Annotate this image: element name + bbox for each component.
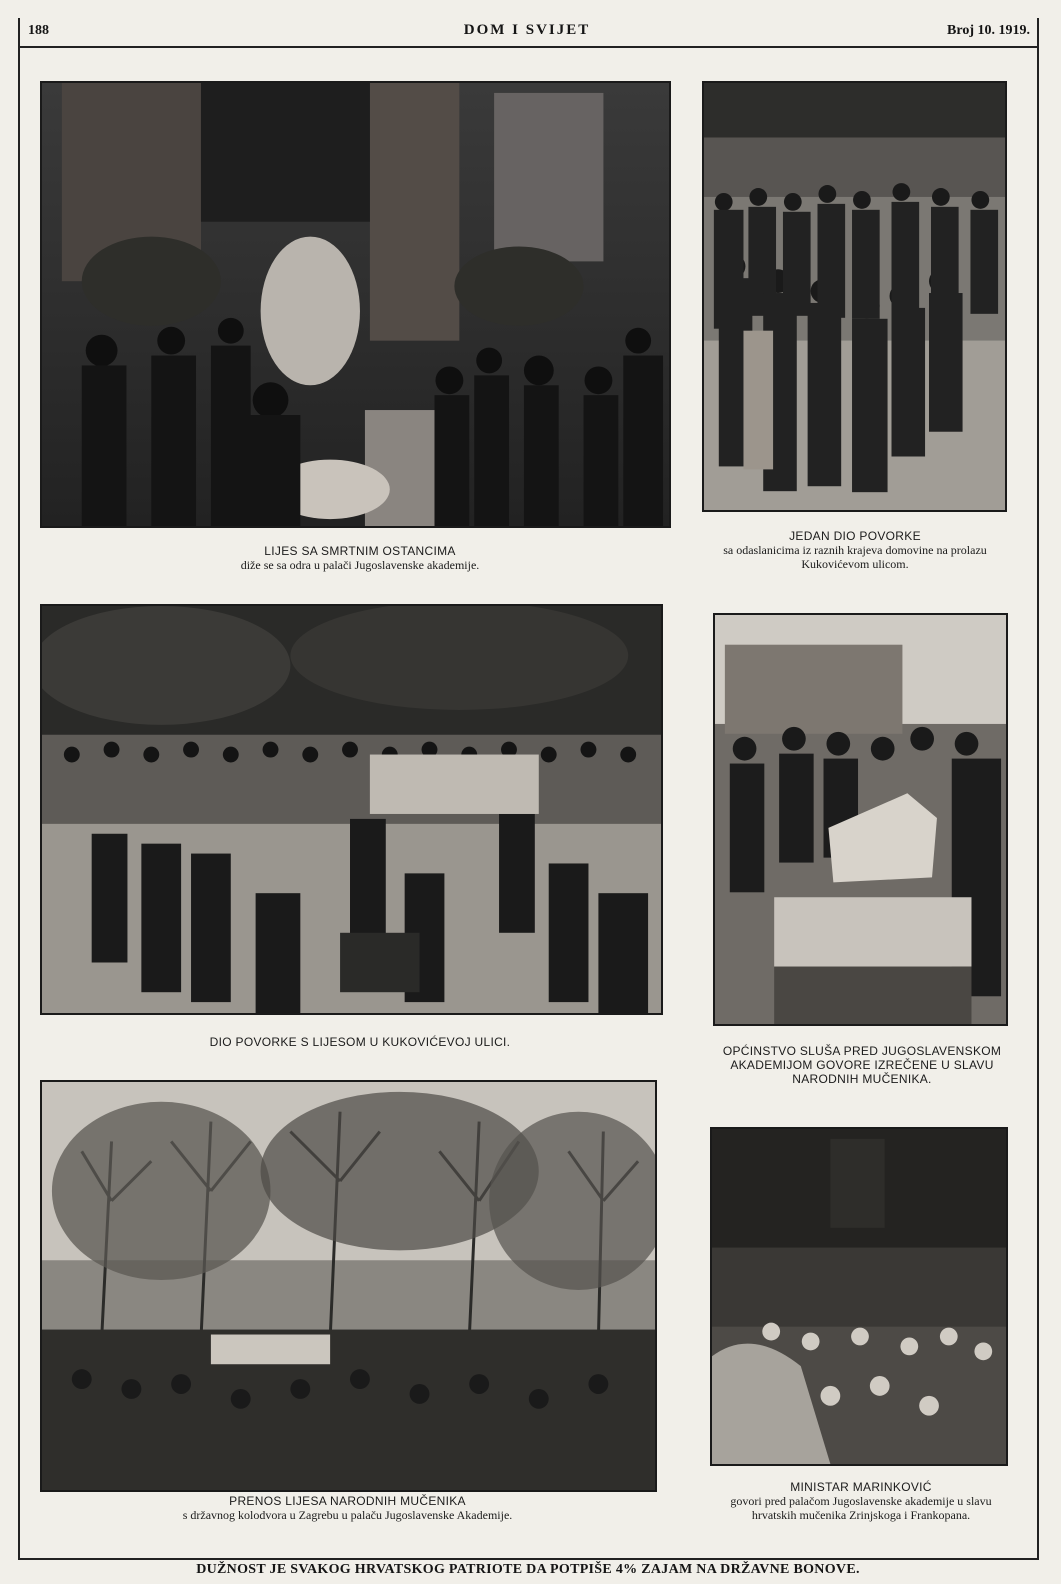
caption-procession-part [705,529,1005,571]
caption-procession-part-subtitle: sa odaslanicima iz raznih krajeva domovine na prolazu Kukovićevom ulicom. [723,543,987,571]
caption-coffin-transfer [125,1494,570,1522]
footer-notice: DUŽNOST JE SVAKOG HRVATSKOG PATRIOTE DA POTPIŠE 4% ZAJAM NA DRŽAVNE BONOVE. [196,1562,860,1577]
right-border-rule [1037,18,1039,1558]
caption-coffin-transfer-subtitle: s državnog kolodvora u Zagrebu u palaču Jugoslavenske Akademije. [182,1508,513,1522]
caption-crowd-listens [712,1044,1012,1086]
caption-procession-with-coffin [150,1035,570,1049]
page-header [18,18,1036,46]
caption-coffin-lifted-title: LIJES SA SMRTNIM OSTANCIMA [264,544,456,558]
photo-crowd-listens [713,613,1008,1026]
photo-coffin-transfer [40,1080,657,1492]
caption-minister-speech [708,1480,1014,1522]
caption-coffin-lifted [195,544,525,572]
caption-coffin-transfer-title: PRENOS LIJESA NARODNIH MUČENIKA [229,1494,466,1508]
photo-procession-with-coffin [40,604,663,1015]
caption-procession-with-coffin-title: DIO POVORKE S LIJESOM U KUKOVIĆEVOJ ULICI. [209,1035,511,1049]
header-rule [18,46,1038,48]
caption-coffin-lifted-subtitle: diže se sa odra u palači Jugoslavenske akademije. [240,558,480,572]
page-number: 188 [28,23,49,38]
photo-procession-part [702,81,1007,512]
caption-crowd-listens-text: OPĆINSTVO SLUŠA PRED JUGOSLAVENSKOM AKADEMIJOM GOVORE IZREČENE U SLAVU NARODNIH MUČENIKA. [722,1044,1002,1086]
photo-minister-speech [710,1127,1008,1466]
caption-minister-speech-title: MINISTAR MARINKOVIĆ [790,1480,932,1494]
issue-label: Broj 10. 1919. [947,23,1030,38]
footer-rule [18,1558,1039,1560]
caption-minister-speech-subtitle: govori pred palačom Jugoslavenske akademije u slavu hrvatskih mučenika Zrinjskoga i Frankopana. [730,1494,992,1522]
magazine-title: DOM I SVIJET [463,22,591,38]
photo-coffin-lifted [40,81,671,528]
caption-procession-part-title: JEDAN DIO POVORKE [789,529,921,543]
left-border-rule [18,18,20,1558]
